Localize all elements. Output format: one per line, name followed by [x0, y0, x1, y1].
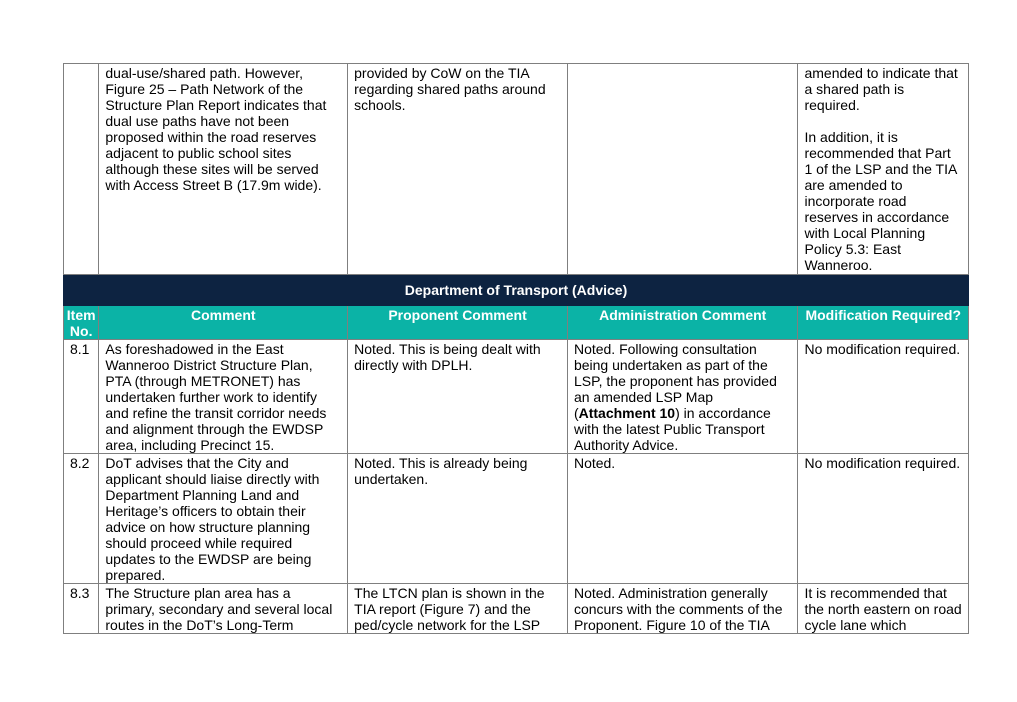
modification-cell: No modification required. [798, 454, 969, 584]
admin-text: Noted. Following consultation being undertaken as part of the LSP, the proponent has provided an amended LSP Map ( [573, 341, 777, 421]
admin-text: ) in accordance with the latest Public Transport Authority Advice. [573, 405, 771, 453]
table-row [64, 454, 969, 584]
attachment-reference: Attachment 10 [578, 405, 676, 421]
modification-text-2: In addition, it is recommended that Part 1 of the LSP and the TIA are amended to incorporate road reserves in accordance with Local Planning Policy 5.3: East Wanneroo. [804, 129, 957, 273]
table-row [64, 584, 969, 634]
administration-cell [567, 340, 798, 454]
administration-cell [567, 64, 798, 275]
administration-cell: Noted. [567, 454, 798, 584]
column-header-row [64, 306, 969, 340]
comment-cell: The Structure plan area has a primary, secondary and several local routes in the DoT’s Long-Term [99, 584, 348, 634]
modification-cell [798, 64, 969, 275]
paragraph-gap [804, 113, 962, 129]
proponent-cell: Noted. This is being dealt with directly with DPLH. [348, 340, 568, 454]
proponent-cell: The LTCN plan is shown in the TIA report (Figure 7) and the ped/cycle network for the LSP [348, 584, 568, 634]
item-cell: 8.1 [64, 340, 99, 454]
header-modification-required: Modification Required? [798, 306, 969, 340]
administration-cell: Noted. Administration generally concurs with the comments of the Proponent. Figure 10 of the TIA [567, 584, 798, 634]
header-administration-comment: Administration Comment [567, 306, 798, 340]
section-title: Department of Transport (Advice) [64, 275, 969, 306]
item-cell: 8.2 [64, 454, 99, 584]
comment-cell: As foreshadowed in the East Wanneroo District Structure Plan, PTA (through METRONET) has undertaken further work to identify and refine the transit corridor needs and alignment through the EWDSP area, including Precinct 15. [99, 340, 348, 454]
modification-cell: No modification required. [798, 340, 969, 454]
proponent-cell: Noted. This is already being undertaken. [348, 454, 568, 584]
proponent-cell: provided by CoW on the TIA regarding shared paths around schools. [348, 64, 568, 275]
modification-text-1: amended to indicate that a shared path is required. [804, 65, 958, 113]
header-item-no: Item No. [64, 306, 99, 340]
section-header-row [64, 275, 969, 306]
table-row-continued [64, 64, 969, 275]
table-row [64, 340, 969, 454]
header-comment: Comment [99, 306, 348, 340]
item-cell [64, 64, 99, 275]
modification-cell: It is recommended that the north eastern on road cycle lane which [798, 584, 969, 634]
submissions-table [63, 63, 969, 634]
comment-cell: DoT advises that the City and applicant should liaise directly with Department Planning Land and Heritage’s officers to obtain their advice on how structure planning should proceed while required updates to the EWDSP are being prepared. [99, 454, 348, 584]
comment-cell: dual-use/shared path. However, Figure 25 – Path Network of the Structure Plan Report indicates that dual use paths have not been proposed within the road reserves adjacent to public school sites although these sites will be served with Access Street B (17.9m wide). [99, 64, 348, 275]
header-proponent-comment: Proponent Comment [348, 306, 568, 340]
item-cell: 8.3 [64, 584, 99, 634]
